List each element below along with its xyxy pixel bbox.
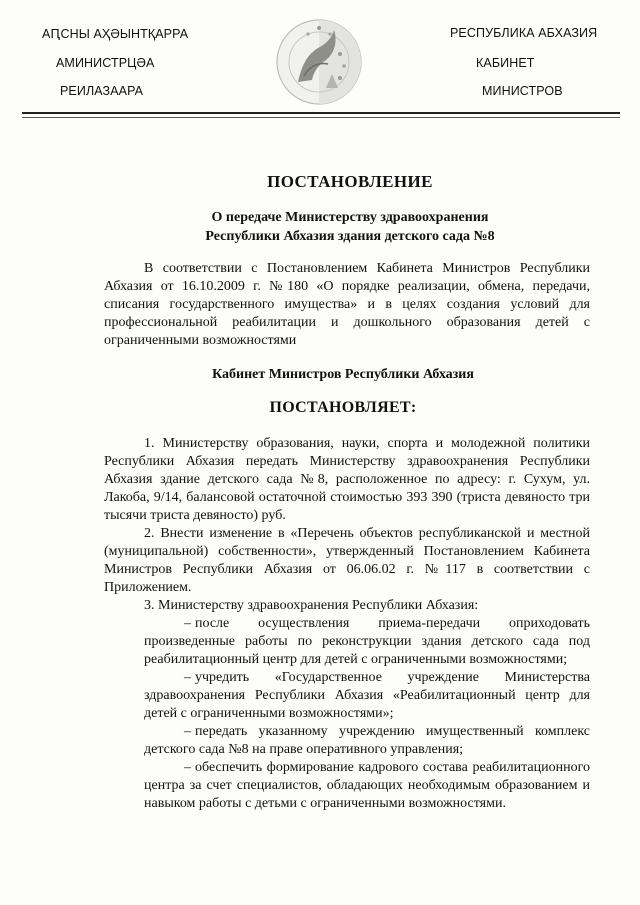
subitem-text: учредить «Государственное учреждение Министерства здравоохранения Республики Абхазия «Реабилитационный центр для детей с ограниченными возможностями»; [144,670,590,721]
header-left-line-2: АМИНИСТРЦӘА [56,56,155,70]
dash-marker: – [184,724,191,739]
document-subject [150,208,550,246]
subitem-text: после осуществления приема-передачи оприходовать произведенные работы по реконструкции здания детского сада под реабилитационный центр для детей с ограниченными возможностями; [144,616,590,667]
item-3-subitem [104,759,590,813]
resolves-heading: ПОСТАНОВЛЯЕТ: [269,399,417,416]
dash-marker: – [184,670,191,685]
item-3: 3. Министерству здравоохранения Республики Абхазия: [144,598,479,613]
header-right-line-3: МИНИСТРОВ [482,84,563,98]
header-right-line-2: КАБИНЕТ [476,56,535,70]
issuer-heading: Кабинет Министров Республики Абхазия [212,367,474,382]
item-3-subitem [104,669,590,723]
header-right-line-1: РЕСПУБЛИКА АБХАЗИЯ [450,26,598,40]
subject-line-1: О передаче Министерству здравоохранения [211,210,489,225]
coat-of-arms-icon [268,14,370,108]
dash-marker: – [184,760,191,775]
subject-line-2: Республики Абхазия здания детского сада №8 [205,229,495,244]
document-title: ПОСТАНОВЛЕНИЕ [267,172,433,191]
item-1: 1. Министерству образования, науки, спорта и молодежной политики Республики Абхазия передать Министерству здравоохранения Республики Абхазия здание детского сада №8, расположенное по адресу: г. Сухум, ул. Лакоба, 9/14, балансовой остаточной стоимостью 393 390 (триста девяносто три тысячи триста девяносто) руб. [104,436,590,523]
header-divider-thick [22,112,620,114]
resolution-items [104,435,590,813]
item-3-subitem [104,723,590,759]
item-3-subitem [104,615,590,669]
item-2: 2. Внести изменение в «Перечень объектов республиканской и местной (муниципальной) собственности», утвержденный Постановлением Кабинета Министров Республики Абхазия от 06.06.02 г. №117 в соответствии с Приложением. [104,526,590,595]
header-divider-thin [22,117,620,118]
preamble-paragraph: В соответствии с Постановлением Кабинета Министров Республики Абхазия от 16.10.2009 г. №180 «О порядке реализации, обмена, передачи, списания государственного имущества» и в целях создания условий для профессиональной реабилитации и дошкольного образования детей с ограниченными возможностями [104,261,590,348]
header-left-line-1: АԤСНЫ АҲӘЫНТҚАРРА [42,27,189,41]
dash-marker: – [184,616,191,631]
header-left-line-3: РЕИЛАЗААРА [60,84,144,98]
subitem-text: обеспечить формирование кадрового состава реабилитационного центра за счет специалистов, обладающих необходимым образованием и навыком работы с детьми с ограниченными возможностями. [144,760,590,811]
subitem-text: передать указанному учреждению имущественный комплекс детского сада №8 на праве оперативного управления; [144,724,590,757]
